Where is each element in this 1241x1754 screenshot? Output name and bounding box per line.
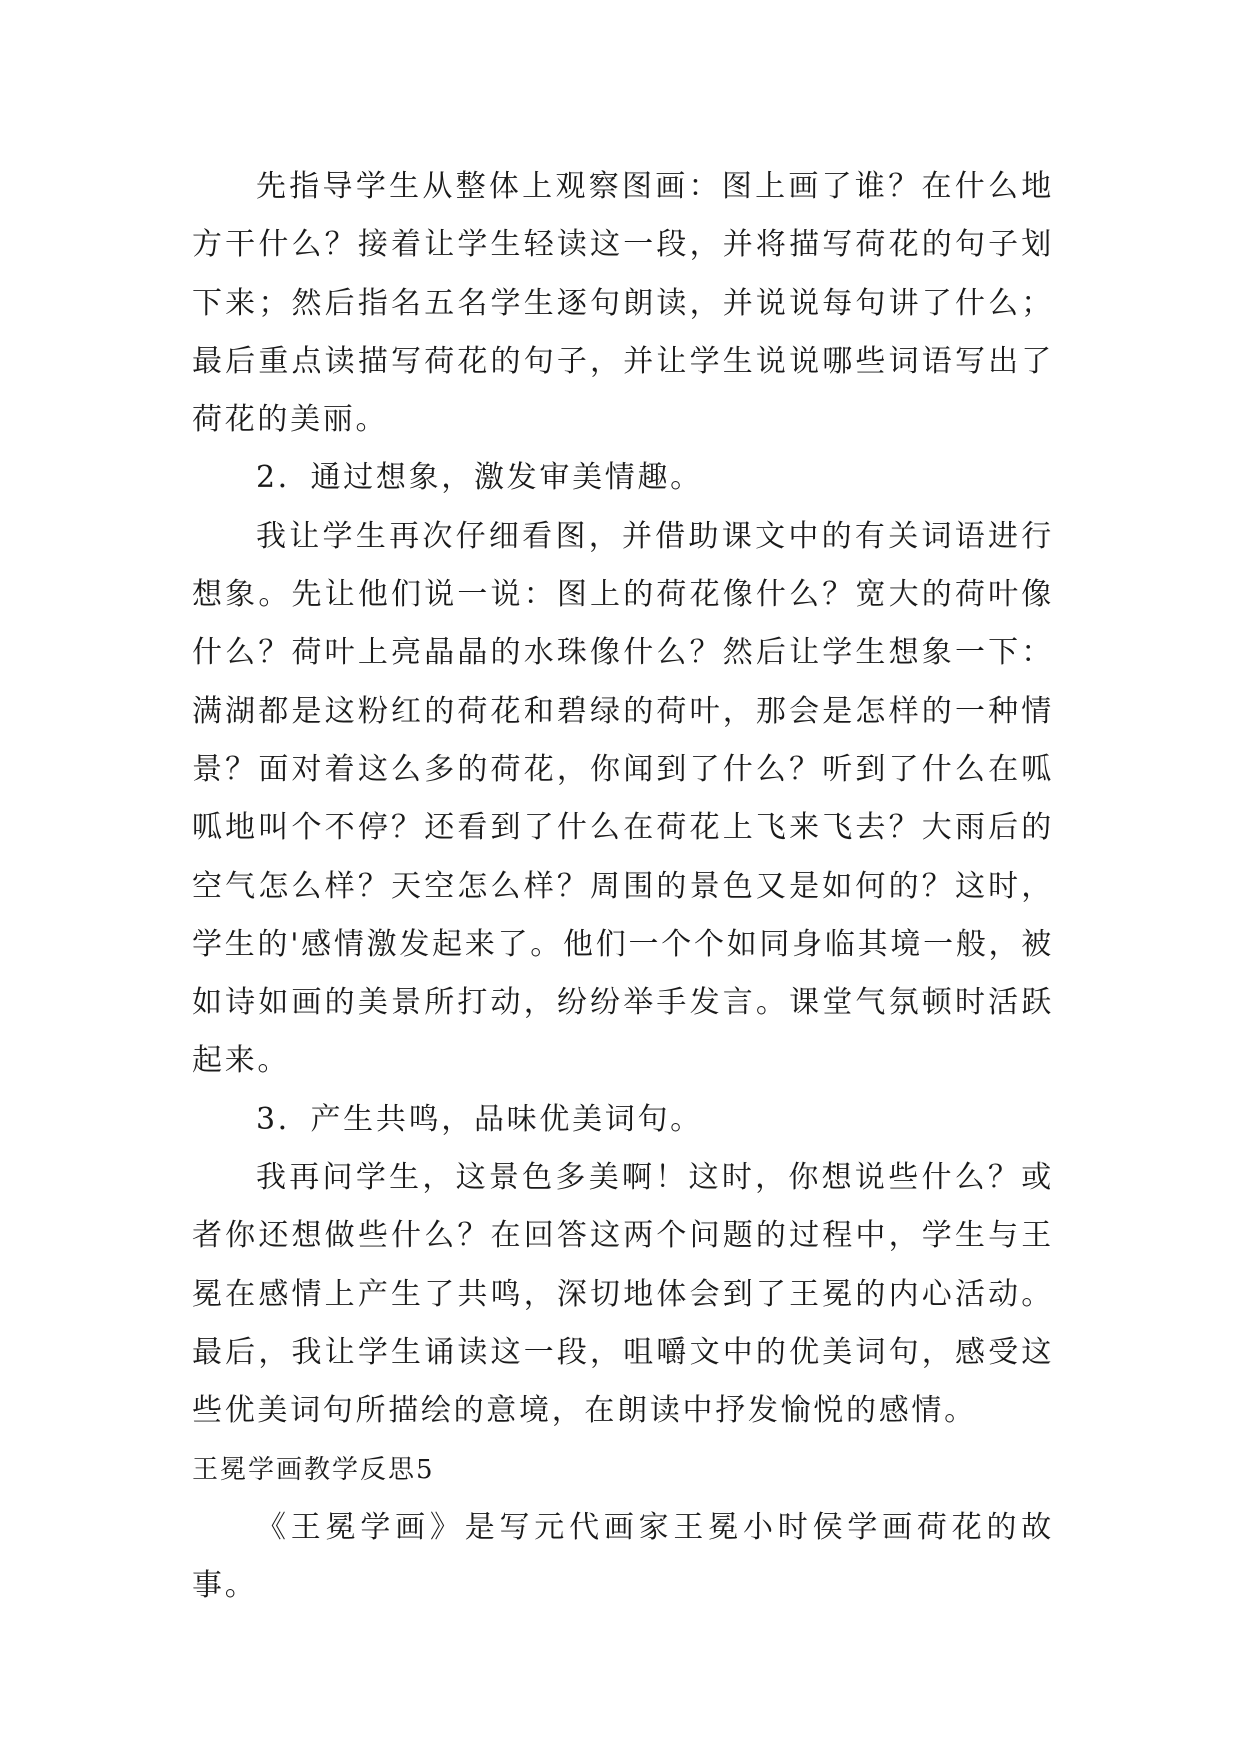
document-page — [192, 158, 1054, 1615]
step-2-heading: 2．通过想象，激发审美情趣。 — [256, 460, 703, 496]
paragraph-resonance: 我再问学生，这景色多美啊！这时，你想说些什么？或者你还想做些什么？在回答这两个问题的过程中，学生与王冕在感情上产生了共鸣，深切地体会到了王冕的内心活动。最后，我让学生诵读这一段，咀嚼文中的优美词句，感受这些优美词句所描绘的意境，在朗读中抒发愉悦的感情。 — [192, 1160, 1054, 1429]
paragraph-story-intro: 《王冕学画》是写元代画家王冕小时侯学画荷花的故事。 — [192, 1509, 1054, 1604]
section-heading: 王冕学画教学反思5 — [192, 1454, 435, 1485]
paragraph-imagination: 我让学生再次仔细看图，并借助课文中的有关词语进行想象。先让他们说一说：图上的荷花像什么？宽大的荷叶像什么？荷叶上亮晶晶的水珠像什么？然后让学生想象一下：满湖都是这粉红的荷花和碧绿的荷叶，那会是怎样的一种情景？面对着这么多的荷花，你闻到了什么？听到了什么在呱呱地叫个不停？还看到了什么在荷花上飞来飞去？大雨后的空气怎么样？天空怎么样？周围的景色又是如何的？这时，学生的'感情激发起来了。他们一个个如同身临其境一般，被如诗如画的美景所打动，纷纷举手发言。课堂气氛顿时活跃起来。 — [192, 518, 1054, 1079]
paragraph-observation-guidance: 先指导学生从整体上观察图画：图上画了谁？在什么地方干什么？接着让学生轻读这一段，并将描写荷花的句子划下来；然后指名五名学生逐句朗读，并说说每句讲了什么；最后重点读描写荷花的句子，并让学生说说哪些词语写出了荷花的美丽。 — [192, 169, 1054, 438]
step-3-heading: 3．产生共鸣，品味优美词句。 — [256, 1101, 703, 1137]
